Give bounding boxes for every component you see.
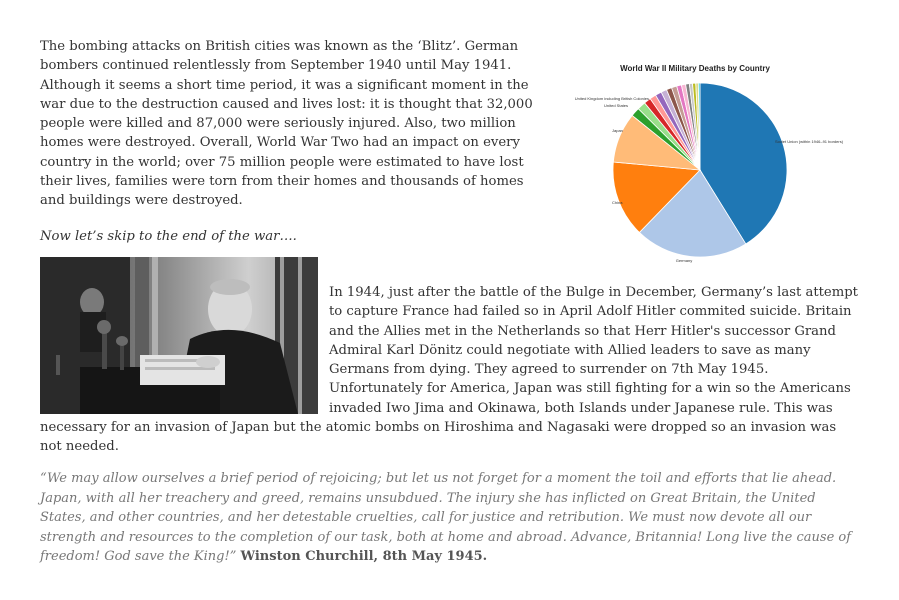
military-deaths-pie-chart	[560, 55, 880, 270]
end-of-war-paragraph	[40, 283, 860, 457]
pie-slice-label: Japan	[612, 128, 623, 133]
quote-attribution: Winston Churchill, 8th May 1945.	[240, 549, 488, 564]
pie-slice-label: Soviet Union (within 1946–91 borders)	[775, 139, 844, 144]
quote-text: “We may allow ourselves a brief period of rejoicing; but let us not forget for a moment the toil and efforts that lie ahead. Japan, with all her treachery and greed, remains unsubdued. The injury she has inflicted on Great Britain, the United States, and other countries, and her detestable cruelties, call for justice and retribution. We must now devote all our strength and resources to the completion of our task, both at home and abroad. Advance, Britannia! Long live the cause of freedom! God save the King!”	[40, 471, 852, 564]
churchill-quote	[40, 469, 860, 567]
pie-slice-label: Germany	[675, 258, 693, 263]
pie-slice-label: United Kingdom including British Colonies	[574, 96, 649, 101]
pie-slice-label: United States	[603, 103, 628, 108]
end-of-war-text: In 1944, just after the battle of the Bulge in December, Germany’s last attempt to capture France had failed so in April Adolf Hitler commited suicide. Britain and the Allies met in the Netherlands so that Herr Hitler's successor Grand Admiral Karl Dönitz could negotiate with Allied leaders to save as many Germans from dying. They agreed to surrender on 7th May 1945. Unfortunately for America, Japan was still fighting for a win so the Americans invaded Iwo Jima and Okinawa, both Islands under Japanese rule. This was necessary for an invasion of Japan but the atomic bombs on Hiroshima and Nagasaki were dropped so an invasion was not needed.	[40, 285, 858, 455]
intro-paragraph: The bombing attacks on British cities was known as the ‘Blitz’. German bombers continued relentlessly from September 1940 until May 1941. Although it seems a short time period, it was a significant moment in the war due to the destruction caused and lives lost: it is thought that 32,000 people were killed and 87,000 were seriously injured. Also, two million homes were destroyed. Overall, World War Two had an impact on every country in the world; over 75 million people were estimated to have lost their lives, families were torn from their homes and thousands of homes and buildings were destroyed.	[40, 39, 533, 209]
chart-title: World War II Military Deaths by Country	[620, 64, 770, 73]
pie-slice-label: China	[612, 200, 623, 205]
pie-chart-svg	[560, 55, 880, 270]
photo-wrap-spacer	[40, 283, 329, 417]
transition-line: Now let’s skip to the end of the war….	[40, 229, 297, 244]
